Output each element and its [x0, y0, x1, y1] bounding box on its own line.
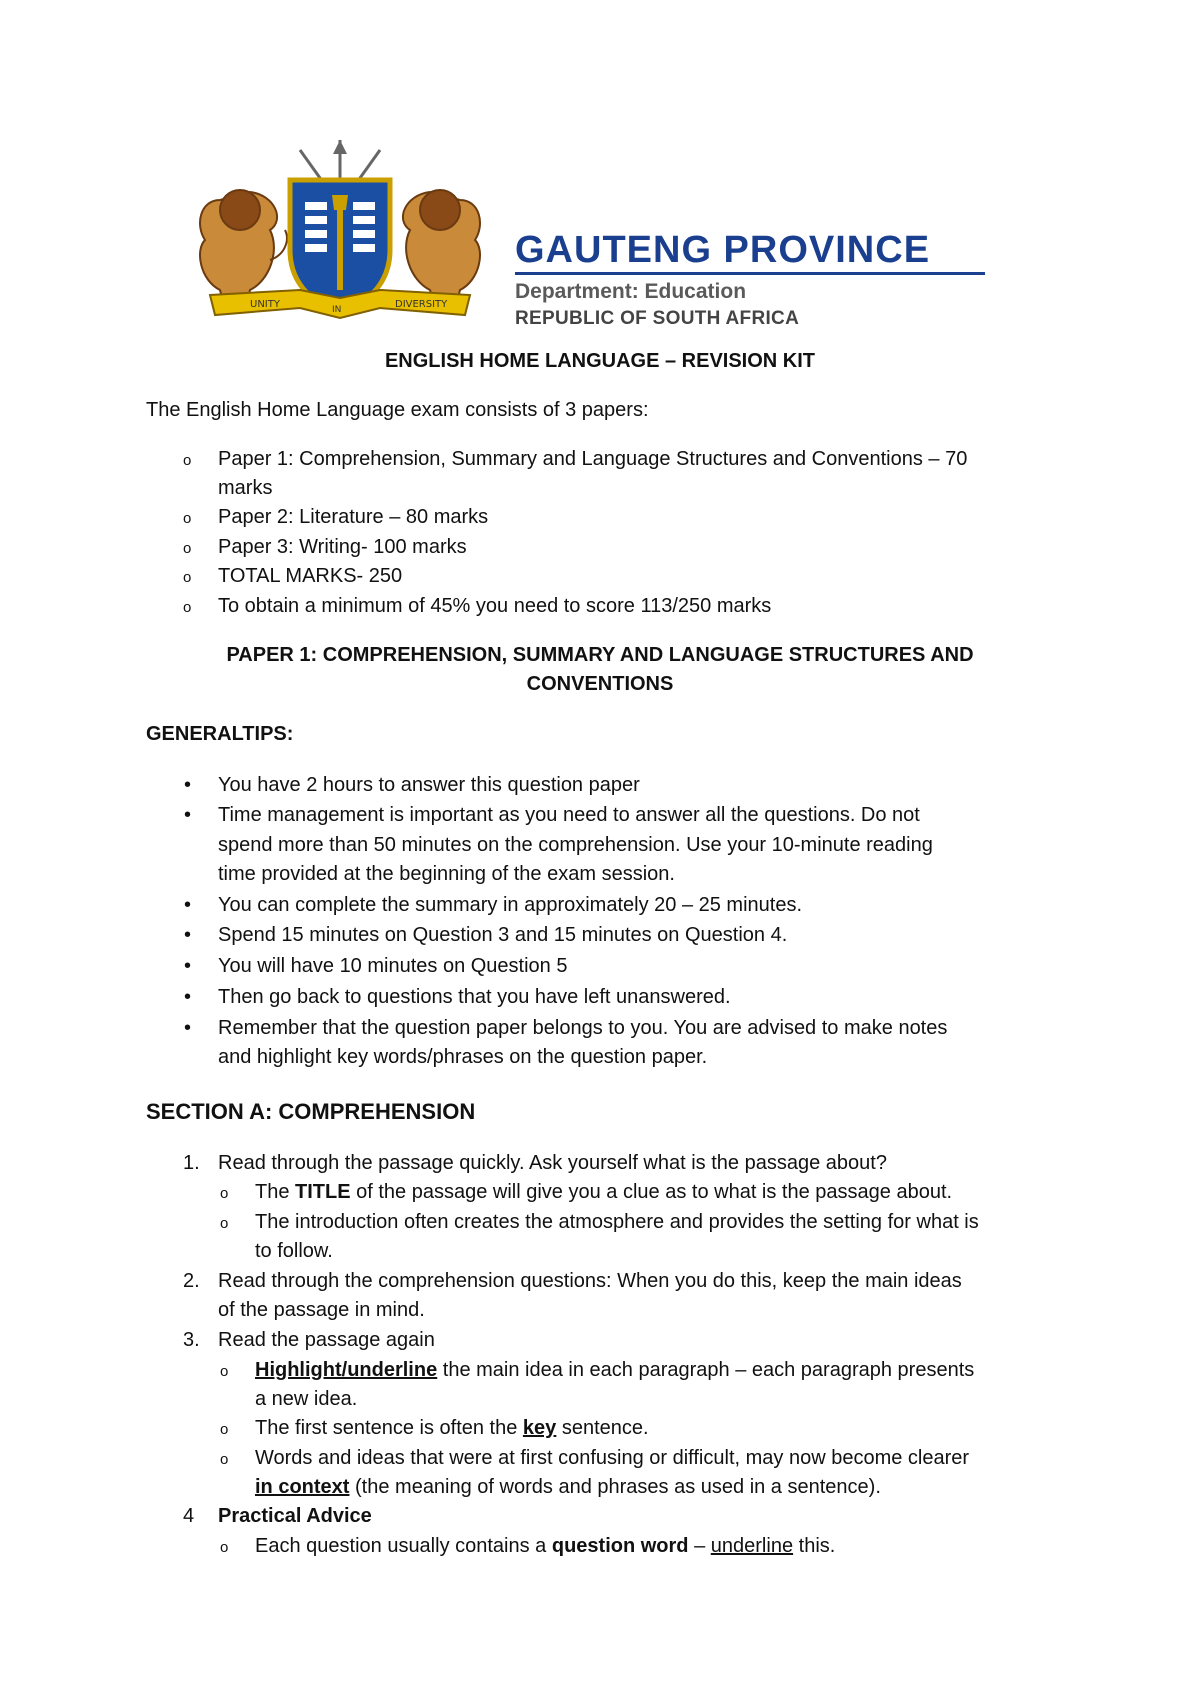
bullet-marker: • [184, 986, 192, 1008]
list-item: You have 2 hours to answer this question paper [218, 774, 640, 796]
intro-text: The English Home Language exam consists of 3 papers: [146, 399, 649, 421]
list-item: Spend 15 minutes on Question 3 and 15 minutes on Question 4. [218, 924, 788, 946]
sub-marker: o [220, 1215, 229, 1232]
list-item: Paper 2: Literature – 80 marks [218, 506, 489, 528]
list-item-continued: spend more than 50 minutes on the comprehension. Use your 10-minute reading [218, 834, 933, 856]
document-title: ENGLISH HOME LANGUAGE – REVISION KIT [384, 350, 816, 372]
sub-step: Words and ideas that were at first confusing or difficult, may now become clearer [255, 1447, 970, 1469]
paper1-heading: PAPER 1: COMPREHENSION, SUMMARY AND LANGUAGE STRUCTURES AND [226, 644, 974, 666]
list-marker: o [183, 452, 192, 469]
brand-department: Department: Education [515, 280, 747, 303]
step-text: Read the passage again [218, 1329, 435, 1351]
list-item: You will have 10 minutes on Question 5 [218, 955, 568, 977]
list-item: Paper 1: Comprehension, Summary and Language Structures and Conventions – 70 [218, 448, 968, 470]
general-tips-heading: GENERALTIPS: [146, 723, 294, 745]
list-item-continued: and highlight key words/phrases on the question paper. [218, 1046, 708, 1068]
sub-marker: o [220, 1539, 229, 1556]
list-marker: o [183, 540, 192, 557]
bullet-marker: • [184, 924, 192, 946]
list-item: Remember that the question paper belongs to you. You are advised to make notes [218, 1017, 948, 1039]
step-text: Read through the comprehension questions: When you do this, keep the main ideas [218, 1270, 962, 1292]
sub-step-continued: in context (the meaning of words and phrases as used in a sentence). [255, 1476, 881, 1498]
sub-step: The first sentence is often the key sentence. [255, 1417, 649, 1439]
sub-step: Highlight/underline the main idea in each paragraph – each paragraph presents [255, 1359, 975, 1381]
sub-marker: o [220, 1363, 229, 1380]
sub-step: The introduction often creates the atmosphere and provides the setting for what is [255, 1211, 979, 1233]
list-item: Time management is important as you need to answer all the questions. Do not [218, 804, 920, 826]
brand-title: GAUTENG PROVINCE [515, 229, 931, 271]
sub-step: Each question usually contains a question word – underline this. [255, 1535, 836, 1557]
sub-step-continued: to follow. [255, 1240, 333, 1262]
list-marker: o [183, 569, 192, 586]
section-a-heading: SECTION A: COMPREHENSION [146, 1099, 476, 1124]
bullet-marker: • [184, 1017, 192, 1039]
bullet-marker: • [184, 804, 192, 826]
sub-marker: o [220, 1421, 229, 1438]
list-marker: o [183, 599, 192, 616]
step-text: Practical Advice [218, 1505, 372, 1527]
step-number: 1. [183, 1152, 200, 1174]
step-number: 3. [183, 1329, 200, 1351]
brand-block [515, 228, 985, 333]
list-item: TOTAL MARKS- 250 [218, 565, 403, 587]
list-item-continued: marks [218, 477, 273, 499]
sub-marker: o [220, 1185, 229, 1202]
letterhead [190, 140, 990, 330]
step-number: 4 [183, 1505, 195, 1527]
brand-divider [515, 272, 985, 275]
bullet-marker: • [184, 955, 192, 977]
paper1-heading-continued: CONVENTIONS [526, 673, 674, 695]
step-text-continued: of the passage in mind. [218, 1299, 425, 1321]
step-number: 2. [183, 1270, 200, 1292]
bullet-marker: • [184, 774, 192, 796]
svg-text:UNITY: UNITY [250, 299, 280, 310]
brand-country: REPUBLIC OF SOUTH AFRICA [515, 308, 800, 329]
svg-text:DIVERSITY: DIVERSITY [395, 299, 448, 310]
sub-step-continued: a new idea. [255, 1388, 358, 1410]
svg-text:IN: IN [332, 305, 342, 315]
step-text: Read through the passage quickly. Ask yourself what is the passage about? [218, 1152, 887, 1174]
sub-step: The TITLE of the passage will give you a clue as to what is the passage about. [255, 1181, 953, 1203]
coat-of-arms-logo [190, 140, 490, 330]
list-item-continued: time provided at the beginning of the exam session. [218, 863, 675, 885]
list-item: Then go back to questions that you have left unanswered. [218, 986, 731, 1008]
list-item: You can complete the summary in approximately 20 – 25 minutes. [218, 894, 803, 916]
bullet-marker: • [184, 894, 192, 916]
list-marker: o [183, 510, 192, 527]
list-item: To obtain a minimum of 45% you need to score 113/250 marks [218, 595, 772, 617]
list-item: Paper 3: Writing- 100 marks [218, 536, 467, 558]
sub-marker: o [220, 1451, 229, 1468]
